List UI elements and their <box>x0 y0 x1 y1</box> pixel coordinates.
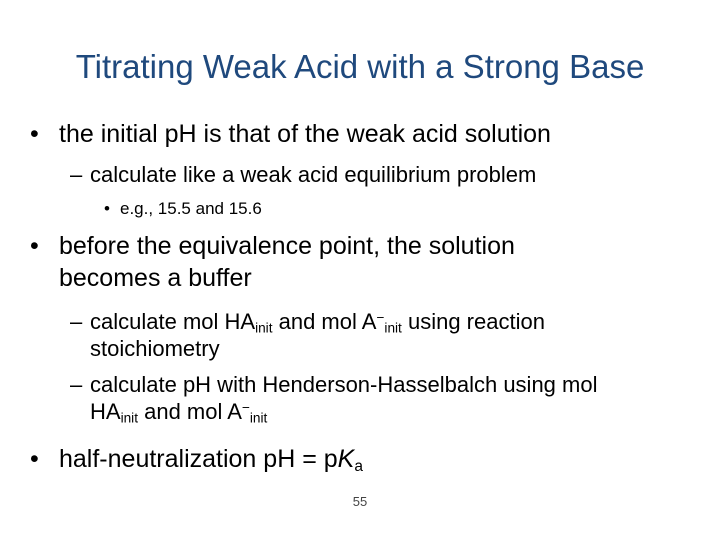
bullet-half-neutralization <box>30 443 700 475</box>
subscript: init <box>120 410 138 426</box>
bullet-text <box>30 230 700 294</box>
dash-icon: – <box>70 372 83 397</box>
subscript: init <box>255 320 273 336</box>
sub-sub-bullet-examples <box>104 198 684 220</box>
bullet-dot-icon: • <box>30 120 39 148</box>
superscript: − <box>241 400 250 416</box>
text-part: stoichiometry <box>90 336 220 361</box>
sub-bullet-stoichiometry <box>70 308 700 362</box>
text-part: calculate mol HA <box>90 309 256 334</box>
bullet-text: the initial pH is that of the weak acid solution <box>59 120 551 148</box>
bullet-initial-ph <box>30 118 700 150</box>
bullet-line-2: becomes a buffer <box>59 264 252 292</box>
text-part: half-neutralization pH = p <box>59 445 338 473</box>
subscript: init <box>249 410 268 426</box>
sub-sub-bullet-text: e.g., 15.5 and 15.6 <box>120 199 262 218</box>
bullet-dot-icon: • <box>30 232 39 260</box>
sub-bullet-text <box>70 371 700 425</box>
sub-bullet-henderson-hasselbalch <box>70 371 700 425</box>
bullet-dot-icon: • <box>104 199 110 218</box>
subscript: init <box>384 320 402 336</box>
subscript: a <box>354 457 363 475</box>
bullet-line-1: before the equivalence point, the solution <box>59 232 515 260</box>
sub-bullet-text <box>70 308 700 362</box>
text-part: using reaction <box>401 309 545 334</box>
dash-icon: – <box>70 162 83 187</box>
text-part: HA <box>90 399 121 424</box>
bullet-dot-icon: • <box>30 445 39 473</box>
bullet-before-equivalence <box>30 230 700 294</box>
superscript: − <box>376 310 385 326</box>
page-number: 55 <box>352 494 368 509</box>
sub-bullet-text: calculate like a weak acid equilibrium problem <box>90 162 537 187</box>
bullet-text <box>30 443 700 475</box>
text-part: and mol A <box>272 309 377 334</box>
text-part: and mol A <box>137 399 242 424</box>
sub-bullet-weak-acid-equilibrium <box>70 161 700 188</box>
italic-k: K <box>337 445 355 473</box>
slide-title: Titrating Weak Acid with a Strong Base <box>75 48 645 85</box>
dash-icon: – <box>70 309 83 334</box>
text-part: calculate pH with Henderson-Hasselbalch using mol <box>90 372 598 397</box>
